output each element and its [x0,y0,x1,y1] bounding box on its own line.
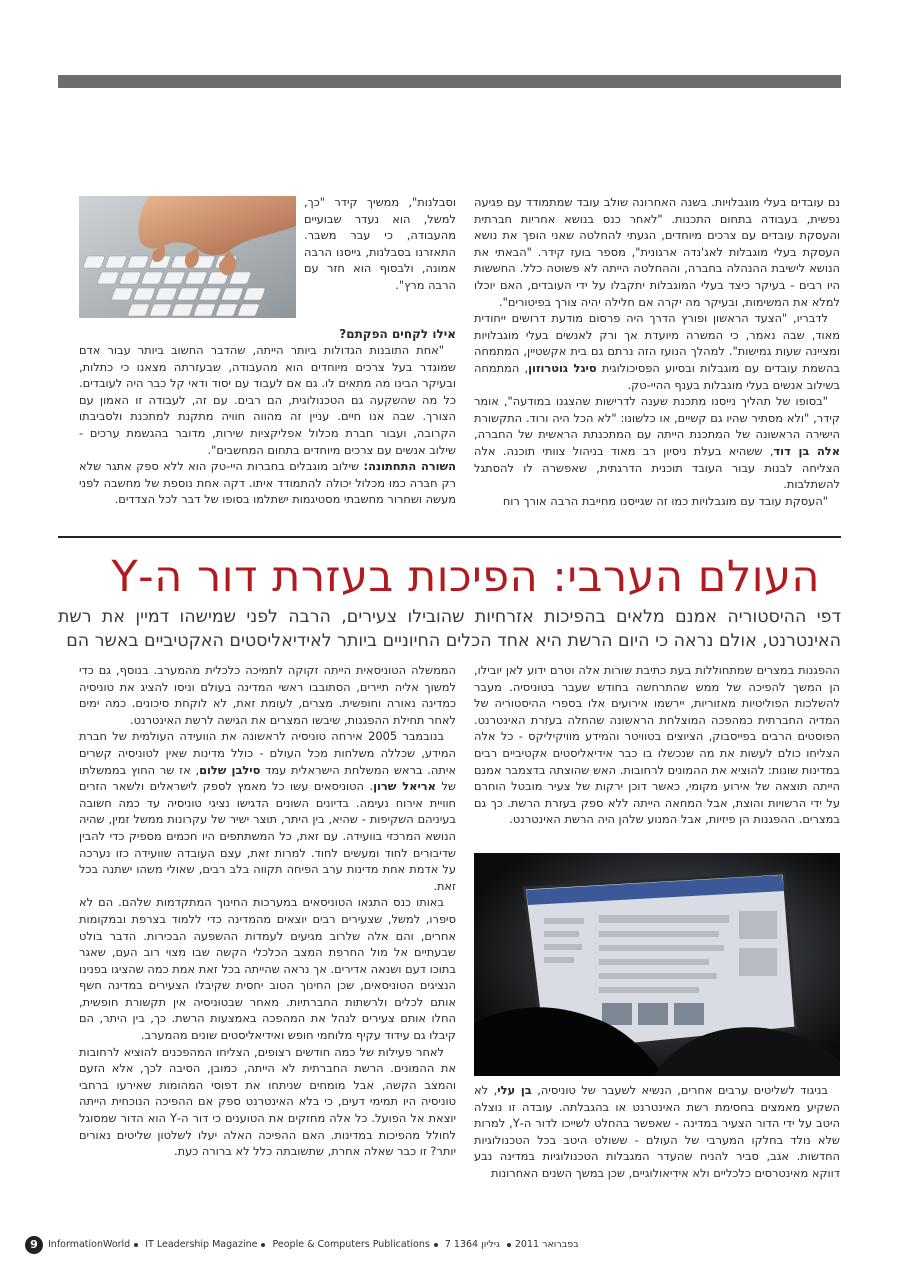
keyboard-hand-photo [79,196,296,318]
paragraph: בניגוד לשליטים ערבים אחרים, הנשיא לשעבר של טוניסיה, בן עלי, לא השקיע מאמצים בחסימת רשת האינטרנט או בהגבלתה. עובדה זו נוצלה היטב על ידי הדור הצעיר במדינה - שאפשר בהחלט לשייכו לדור ה-Y, למרות שלא נולד בחלקו המערבי של העולם - ששולט היטב בכל הטכנולוגיות החדשות. אגב, סביר להניח שהעדר המגבלות הטכנולוגיות במדינה נבע דווקא מאינטרסים כלכליים ולא אידיאולוגיים, שכן במשך השנים האחרונות [474,1083,840,1180]
bullet-icon [434,1243,438,1247]
paragraph: בנובמבר 2005 אירחה טוניסיה לראשונה את הוועידה העולמית של חברת המידע, שכללה משלחות מכל העולם - כולל מדינות שאין לטוניסיה קשרים איתה. בראש המשלחת הישראלית עמד סילבן שלום, אז שר החוץ בממשלתו של אריאל שרון. הטוניסאים עשו כל מאמץ לספק לישראלים ולשאר הזרים חוויית אירוח נעימה. בדיונים השונים הדגישו נציגי טוניסיה עד כמה חשובה בעיניהם השקיפות - שהיא, בין היתר, תוצר ישיר של עקרונות ממשל זמין, שהיה הנושא המרכזי בוועידה. עם זאת, כל המשתתפים היו חכמים מספיק כדי להבין שדיבורים לחוד ומעשים לחוד. למרות זאת, עצם העובדה שוועידה כזו נערכה על אדמת אחת מדינות ערב הפיחה תקווה בלב רבים, שאולי משהו ישתנה בכל זאת. [79,729,456,893]
paragraph: לדבריו, "הצעד הראשון ופורץ הדרך היה פרסום מודעת דרושים ייחודית מאוד, שבה נאמר, כי המשרה מיועדת אך ורק לאנשים בעלי מוגבלויות ומציינה שעות גמישות". למהלך הנועז הזה נרתם גם בית אקשטיין, המתמחה בהשמת עובדים עם מוגבלות ובסיוע הפסיכולוגית סיגל גוטרוזון, המתמחה בשילוב אנשים בעלי מוגבלות בענף ההיי-טק. [474,311,840,392]
footer-date: 7 בפברואר 2011 [444,1239,579,1250]
paragraph: וסבלנות", ממשיך קידר "כך, למשל, הוא נעדר שבועיים מהעבודה, כי עבר משבר. התאזרנו בסבלנות, גייסנו הרבה אמונה, ולבסוף הוא חזר עם הרבה מרץ". [304,195,456,292]
paragraph: הממשלה הטוניסאית הייתה זקוקה לתמיכה כלכלית מהמערב. בנוסף, גם כדי למשוך אליה תיירים, הסתובבו ראשי המדינה בעולם וניסו להציג את טוניסיה כמדינה נאורה וחופשית. מצרים, לעומת זאת, לא לוקחת סיכונים. כמה ימים לאחר תחילת ההפגנות, שיבשו המצרים את הגישה לרשת האינטרנט. [79,663,456,727]
paragraph: לאחר פעילות של כמה חודשים רצופים, הצליחו המהפכנים להוציא לרחובות את ההמונים. הרשת החברתית לא הייתה, כמובן, הסיבה לכך, אלא הזעם והמצב הקשה, אבל מומחים שניתחו את דפוסי המהומות שאירעו ברחבי טוניסיה היו תמימי דעים, כי בלא האינטרנט ספק אם ההפיכה הנוכחית הייתה יוצאת אל הפועל. כל אלה מחזקים את הטוענים כי דור ה-Y הוא הדור שמסוגל לחולל מהפיכות במדינות. האם ההפיכה האלה יעלו לשלטון שליטים נאורים יותר? זו כבר שאלה אחרת, שתשובתה כלל לא ברורה כעת. [79,1044,456,1159]
paragraph: "בסופו של תהליך נייסנו מתכנת שענה לדרישות שהצגנו במודעה", אומר קידר, "ולא מסתיר שהיו גם קשיים, או כלשונו: "לא הכל היה ורוד. התקשורת הישירה הראשונה של המתכנת הייתה עם המתכנתת הראשית של החברה, אלה בן דוד, ששהיא בעלת ניסיון רב מאוד בניהול צוותי תוכנה. אלה הצליחה לבנות עבור העובד תוכנית הדרגתית, שאפשרה לו להסתגל להשתלבות. [474,394,840,492]
footer-magazine: IT Leadership Magazine [145,1239,258,1250]
article-right-column-bottom [474,1082,840,1182]
footer-publication: InformationWorld [48,1239,131,1250]
section-divider [58,536,841,538]
paragraph: שילוב מוגבלים בחברות היי-טק הוא ללא ספק אתגר שלא רק חברה כמו מכלול יכולה להתמודד איתו. דקה אחת נוספת של מחשבה לפני מעשה ושחרור מחשבתי מסטיגמות ישתלמו בסופו של דבר לכל הצדדים. [79,459,456,507]
section-heading: אילו לקחים הפקתם? [339,327,456,341]
article-left-column [79,662,456,1160]
bottom-line-label: השורה התחתונה: [363,459,456,474]
laptop-facebook-photo [474,853,840,1076]
page-footer [25,1233,865,1257]
person-name: סיגל גוטרוזון [528,360,597,375]
article-headline: העולם הערבי: הפיכות בעזרת דור ה-Y [111,552,820,602]
paragraph: ההפגנות במצרים שמתחוללות בעת כתיבת שורות אלה וטרם ידוע לאן יובילו, הן המשך להפיכה של ממש שהתרחשה בחודש שעבר בטוניסיה. מעבר להשלכות הפוליטיות מאזוריות, יירשמו אירועים אלו בספרי ההיסטוריה של המדיה החברתית כמהפכה המוצלחת הראשונה שהחלה בעזרת האינטרנט. הפוסטים הרבים בפייסבוק, הציוצים בטוויטר והמידע מוויקיליקס - כל אלה הצליחו כולם לעשות את מה שנכשלו בו כבר אידיאליסטים אקטיביים רבים במדינות שונות: להוציא את ההמונים לרחובות. האש שהוצתה בדצמבר אמנם הייתה תוצאה של אירוע מקומי, כאשר דוכן ירקות של צעיר מובטל הוחרם על ידי הרשויות והוצת, אבל המחאה הייתה ללא ספק בעזרת הרשת. כך גם במצרים. ההפגנות הן פיזיות, אבל המנוע שלהן היה הרשת האינטרנט. [474,663,840,827]
article-subhead: דפי ההיסטוריה אמנם מלאים בהפיכות אזרחיות שהובילו צעירים, הרבה לפני שמישהו דמיין את רשת האינטרנט, אולם נראה כי היום הרשת היא אחד הכלים החיוניים ביותר לאידיאליסטים האקטיביים באשר הם [58,607,841,651]
paragraph: "אחת התובנות הגדולות ביותר הייתה, שהדבר החשוב ביותר עבור אדם שמוגדר בעל צרכים מיוחדים הוא מהעבודה, שבעזרתה מצאנו כי כתלות, ובעיקר הבינו מה מתאים לו. גם אם לעבוד עם יסוד ודאי קל כבר היה לעובדים. כל מה שהשקעה גם הטכנולוגית, הם רבים. עם זה, לעבודה זו האמון עם הצורך. שבה אנו חיים. עניין זה מהווה חוויה מתקנת למתכנת ולסביבתו הקרובה, ועבור חברת מכלול אפליקציות שירות, מדובר בהגשמת ערכים - שילוב אנשים עם צרכים מיוחדים בתחום המחשבים". [79,343,456,457]
bullet-icon [134,1243,138,1247]
person-name: סילבן שלום [199,762,261,777]
bullet-icon [507,1243,511,1247]
person-name: אלה בן דוד [773,443,840,458]
footer-publisher: People & Computers Publications [272,1239,430,1250]
paragraph: נם עובדים בעלי מוגבלויות. בשנה האחרונה שולב עובד שמתמודד עם פגיעה נפשית, בעבודה בתחום התכנות. "לאחר כנס בנושא אחריות חברתית והעסקת עובדים עם צרכים מיוחדים, הגעתי להחלטה שאני הופך את נושא העסקת בעלי מוגבלות לאג'נדה ארגונית", מספר בועז קידר. "הבאתי את הנושא לישיבת ההנהלה בחברה, וההחלטה הייתה לא פשוטה כלל. החששות היו רבים - בעיקר כיצד בעלי המוגבלות יתקבלו על ידי העובדים, האם יוכלו למלא את המשימות, ובעיקר מה יקרה אם חלילה יהיה צורך בפיטורים". [474,195,840,309]
upper-left-column-top [304,194,456,294]
footer-issue: גיליון 1364 [453,1239,500,1250]
bullet-icon [261,1243,265,1247]
upper-left-column [79,322,456,508]
person-name: בן עלי [497,1083,532,1097]
person-name: אריאל שרון [373,779,436,794]
page-number: 9 [25,1236,43,1254]
upper-right-column [474,194,840,509]
paragraph: באותו כנס התגאו הטוניסאים במערכות החינוך המתקדמות שלהם. הם לא סיפרו, למשל, שצעירים רבים יוצאים מהמדינה כדי ללמוד בצרפת ובמקומות אחרים, והם אלה שלרוב מגיעים לעמדות ההשפעה הבכירות. הדבר בולט שבעתיים אל מול החרפת המצב הכלכלי הקשה שבו מצוי רוב העם, שאגר בתוכו דעם ושנאה אדירים. אך נראה שהייתה בכל זאת אמת כמה שהציגו בפנינו הנציגים הטוניסאים, שכן החינוך הטוב יחסית שקיבלו הצעירים במדינה חשף אותם לכלים ולרשתות החברתיות. מאחר שבטוניסיה אין תקשורת חופשית, החלו אותם צעירים לנהל את המהפכה באמצעות הרשת. כך, בין היתר, הם קיבלו גם עידוד עקיף מלוחמי חופש ואידיאליסטים שונים מהמערב. [79,895,456,1043]
top-rule-bar [58,75,841,88]
article-right-column-top [474,662,840,828]
paragraph: "העסקת עובד עם מוגבלויות כמו זה שגייסנו מחייבת הרבה אורך רוח [502,493,828,508]
